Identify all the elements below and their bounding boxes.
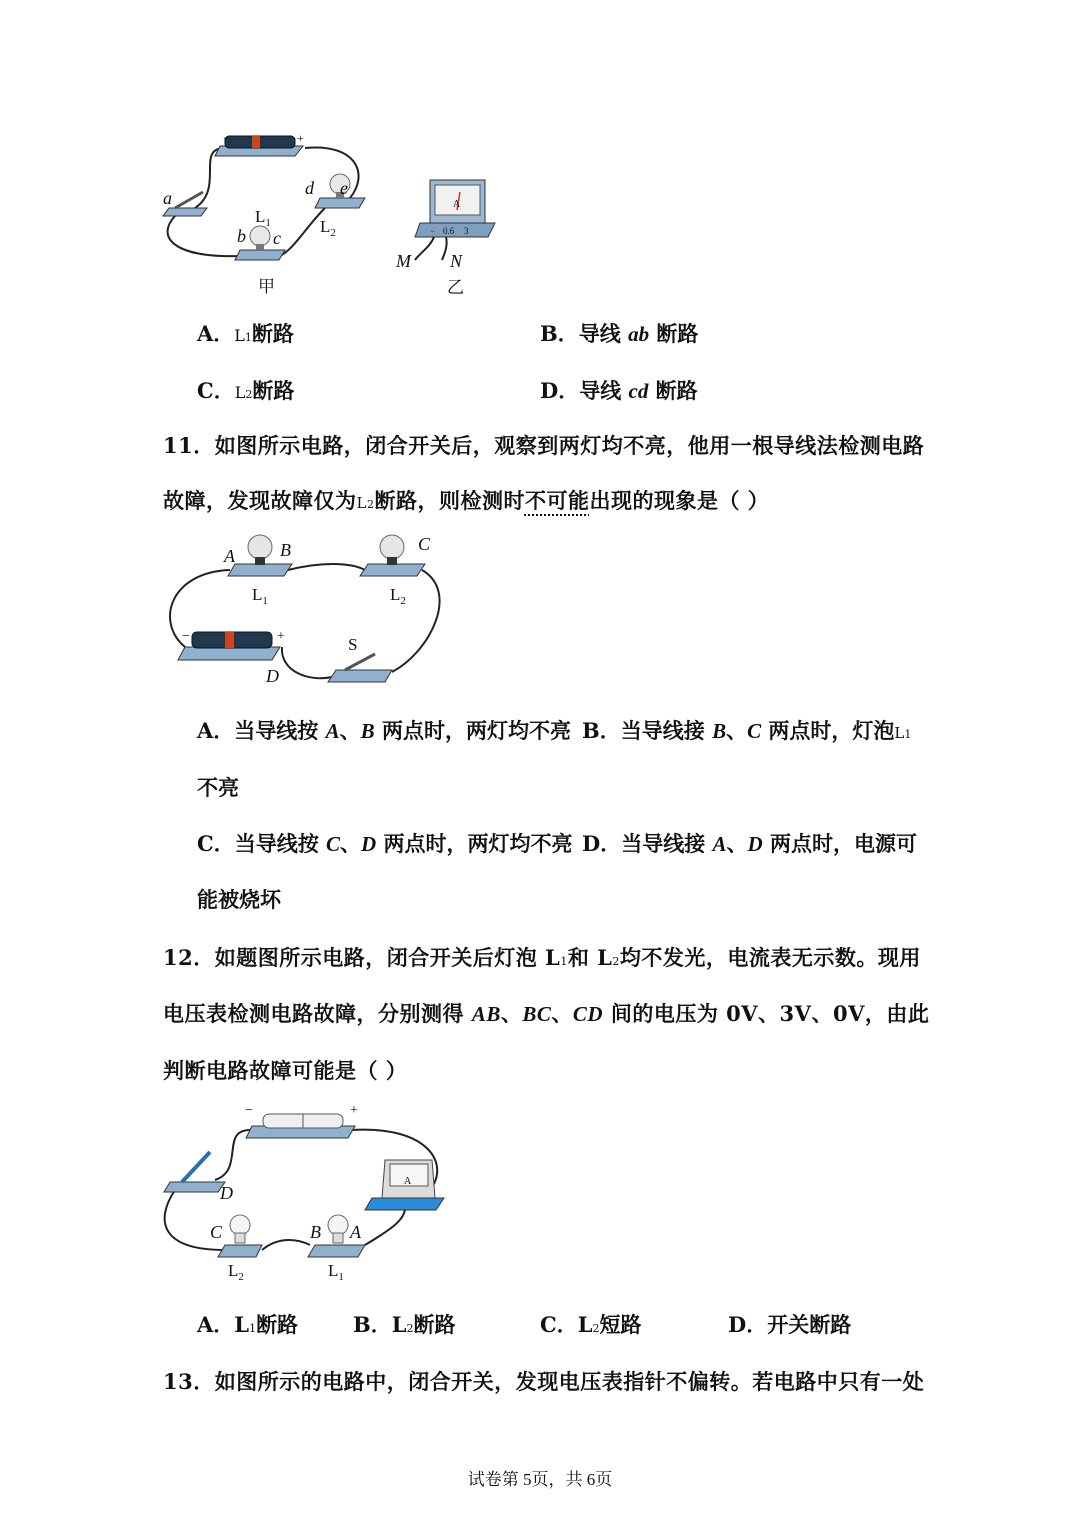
- q12-option-a[interactable]: A．L1断路: [197, 1312, 299, 1337]
- bulb-l1-label: $L_1$: [255, 207, 271, 229]
- q11-option-c[interactable]: C．当导线按 C、D 两点时，两灯均不亮: [197, 831, 573, 856]
- caption-yi: 乙: [447, 278, 464, 297]
- q11-option-b-cont: 不亮: [197, 775, 239, 800]
- label-d: d: [305, 178, 314, 198]
- q10-option-b[interactable]: B．导线 ab 断路: [540, 321, 699, 346]
- q11-circuit-figure: [160, 532, 450, 692]
- q12-stem-line3: 判断电路故障可能是（ ）: [163, 1058, 408, 1083]
- meter-letter: A: [453, 199, 461, 210]
- q12-stem-line2: 电压表检测电路故障，分别测得 AB、BC、CD 间的电压为 0V、3V、0V，由此: [163, 1001, 930, 1026]
- q11-option-d-cont: 能被烧坏: [197, 887, 281, 912]
- emphasis-bu-ke-neng: 不可能: [524, 488, 590, 513]
- q11-option-d[interactable]: D．当导线接 A、D 两点时，电源可: [582, 831, 918, 856]
- q10-option-a[interactable]: A．L1断路: [197, 321, 294, 346]
- q10-figure-jia: [155, 128, 375, 298]
- q11-option-a[interactable]: A．当导线按 A、B 两点时，两灯均不亮: [197, 718, 571, 743]
- battery-minus: −: [223, 131, 230, 145]
- battery-plus: +: [350, 1103, 358, 1118]
- q12-option-c[interactable]: C．L2短路: [540, 1312, 642, 1337]
- q12-stem-line1: 12．如题图所示电路，闭合开关后灯泡 L1和 L2均不发光，电流表无示数。现用: [163, 945, 921, 970]
- node-C: C: [210, 1222, 223, 1242]
- label-a: a: [163, 188, 172, 208]
- bulb-L2: $L_2$: [390, 585, 406, 607]
- q11-stem-line2: 故障，发现故障仅为L2断路，则检测时不可能出现的现象是（ ）: [163, 488, 770, 513]
- battery-minus: −: [182, 629, 190, 644]
- label-n: N: [450, 251, 463, 271]
- page-footer: 试卷第 5页，共 6页: [467, 1470, 613, 1489]
- q11-option-b[interactable]: B．当导线接 B、C 两点时，灯泡L1: [582, 718, 912, 743]
- q10-figure-yi: [390, 175, 500, 300]
- terminal-3: 3: [464, 226, 469, 236]
- battery-minus: −: [245, 1103, 253, 1118]
- terminal-minus: −: [430, 226, 436, 236]
- q12-circuit-figure: [160, 1100, 450, 1283]
- node-B: B: [310, 1222, 321, 1242]
- node-D: D: [266, 666, 279, 686]
- bulb-L2: $L_2$: [228, 1261, 244, 1283]
- label-e: e: [340, 178, 348, 198]
- q11-stem-line1: 11．如图所示电路，闭合开关后，观察到两灯均不亮，他用一根导线法检测电路: [163, 433, 925, 458]
- q10-option-d[interactable]: D．导线 cd 断路: [540, 378, 698, 403]
- node-A: A: [350, 1222, 361, 1242]
- q13-stem-line1: 13．如图所示的电路中，闭合开关，发现电压表指针不偏转。若电路中只有一处: [163, 1369, 925, 1394]
- caption-jia: 甲: [258, 277, 275, 296]
- q12-option-b[interactable]: B．L2断路: [353, 1312, 456, 1337]
- q12-option-d[interactable]: D．开关断路: [728, 1312, 852, 1337]
- bulb-L1: $L_1$: [328, 1261, 344, 1283]
- bulb-l2-label: $L_2$: [320, 217, 336, 239]
- node-B: B: [280, 540, 291, 560]
- node-A: A: [224, 546, 235, 566]
- bulb-L1: $L_1$: [252, 585, 268, 607]
- label-m: M: [396, 251, 411, 271]
- ammeter-letter: A: [404, 1176, 412, 1187]
- battery-plus: +: [277, 629, 285, 644]
- switch-S: S: [348, 635, 358, 654]
- node-D: D: [220, 1183, 233, 1203]
- label-c: c: [273, 228, 281, 248]
- q10-option-c[interactable]: C．L2断路: [197, 378, 295, 403]
- node-C: C: [418, 534, 431, 554]
- label-b: b: [237, 226, 246, 246]
- battery-plus: +: [297, 131, 304, 145]
- terminal-06: 0.6: [443, 226, 455, 236]
